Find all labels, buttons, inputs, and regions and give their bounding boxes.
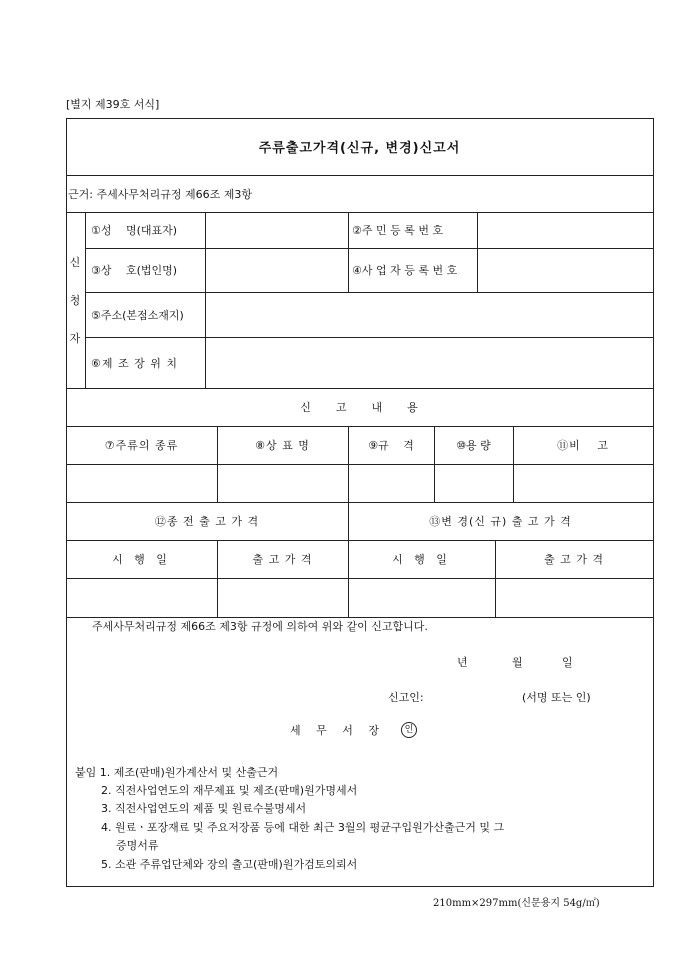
signature-hint: (서명 또는 인) xyxy=(522,691,591,704)
attachment-item: 붙임 1. 제조(판매)원가계산서 및 산출근거 xyxy=(75,766,279,779)
factory-field[interactable] xyxy=(205,337,654,389)
company-label: ③상 호(법인명) xyxy=(85,248,206,293)
attachment-item: 2. 직전사업연도의 재무제표 및 제조(판매)원가명세서 xyxy=(101,784,358,797)
changed-effective-date-field[interactable] xyxy=(348,578,496,618)
recipient-label: 세 무 서 장 xyxy=(290,724,385,737)
column-capacity: ⑩용 량 xyxy=(434,426,514,465)
liquor-type-field[interactable] xyxy=(66,464,218,503)
column-spec: ⑨규 격 xyxy=(348,426,435,465)
attachment-item: 3. 직전사업연도의 제품 및 원료수불명세서 xyxy=(101,802,307,815)
changed-price-field[interactable] xyxy=(495,578,654,618)
paper-spec: 210mm×297mm(신문용지 54g/㎡) xyxy=(433,898,600,909)
business-no-label: ④사 업 자 등 록 번 호 xyxy=(348,248,478,293)
form-number: [별지 제39호 서식] xyxy=(66,98,160,111)
declaration-text: 주세사무처리규정 제66조 제3항 규정에 의하여 위와 같이 신고합니다. xyxy=(92,620,428,633)
resident-no-field[interactable] xyxy=(477,212,654,249)
attachment-item: 5. 소관 주류업단체와 장의 출고(판매)원가검토의뢰서 xyxy=(101,858,358,871)
changed-effective-date-label: 시 행 일 xyxy=(348,540,496,579)
address-label: ⑤주소(본점소재지) xyxy=(85,292,206,338)
business-no-field[interactable] xyxy=(477,248,654,293)
column-liquor-type: ⑦주류의 종류 xyxy=(66,426,218,465)
capacity-field[interactable] xyxy=(434,464,514,503)
remarks-field[interactable] xyxy=(513,464,654,503)
company-field[interactable] xyxy=(205,248,349,293)
changed-price-heading: ⑬변 경(신 규) 출 고 가 격 xyxy=(348,502,654,541)
date-month-label: 월 xyxy=(512,656,523,669)
previous-price-field[interactable] xyxy=(217,578,349,618)
address-field[interactable] xyxy=(205,292,654,338)
legal-basis: 근거: 주세사무처리규정 제66조 제3항 xyxy=(66,175,654,213)
spec-field[interactable] xyxy=(348,464,435,503)
factory-label: ⑥제 조 장 위 치 xyxy=(85,337,206,389)
brand-name-field[interactable] xyxy=(217,464,349,503)
form-title: 주류출고가격(신규, 변경)신고서 xyxy=(66,118,654,176)
previous-price-label: 출 고 가 격 xyxy=(217,540,349,579)
name-label: ①성 명(대표자) xyxy=(85,212,206,249)
previous-price-heading: ⑫종 전 출 고 가 격 xyxy=(66,502,349,541)
resident-no-label: ②주 민 등 록 번 호 xyxy=(348,212,478,249)
date-day-label: 일 xyxy=(562,656,573,669)
applicant-section-label xyxy=(66,212,86,389)
reporter-label: 신고인: xyxy=(388,691,424,704)
label-char: 청 xyxy=(69,294,82,307)
label-char: 자 xyxy=(69,332,82,345)
name-field[interactable] xyxy=(205,212,349,249)
previous-effective-date-field[interactable] xyxy=(66,578,218,618)
seal-mark: 인 xyxy=(401,722,417,738)
date-year-label: 년 xyxy=(457,656,468,669)
previous-effective-date-label: 시 행 일 xyxy=(66,540,218,579)
attachment-item: 증명서류 xyxy=(116,839,159,852)
attachment-item: 4. 원료ㆍ포장재료 및 주요저장품 등에 대한 최근 3월의 평균구입원가산출근거 및 그 xyxy=(101,821,505,834)
recipient-row xyxy=(290,722,417,738)
changed-price-label: 출 고 가 격 xyxy=(495,540,654,579)
label-char: 신 xyxy=(69,256,82,269)
column-remarks: ⑪비 고 xyxy=(513,426,654,465)
column-brand-name: ⑧상 표 명 xyxy=(217,426,349,465)
report-content-heading: 신 고 내 용 xyxy=(66,388,654,427)
